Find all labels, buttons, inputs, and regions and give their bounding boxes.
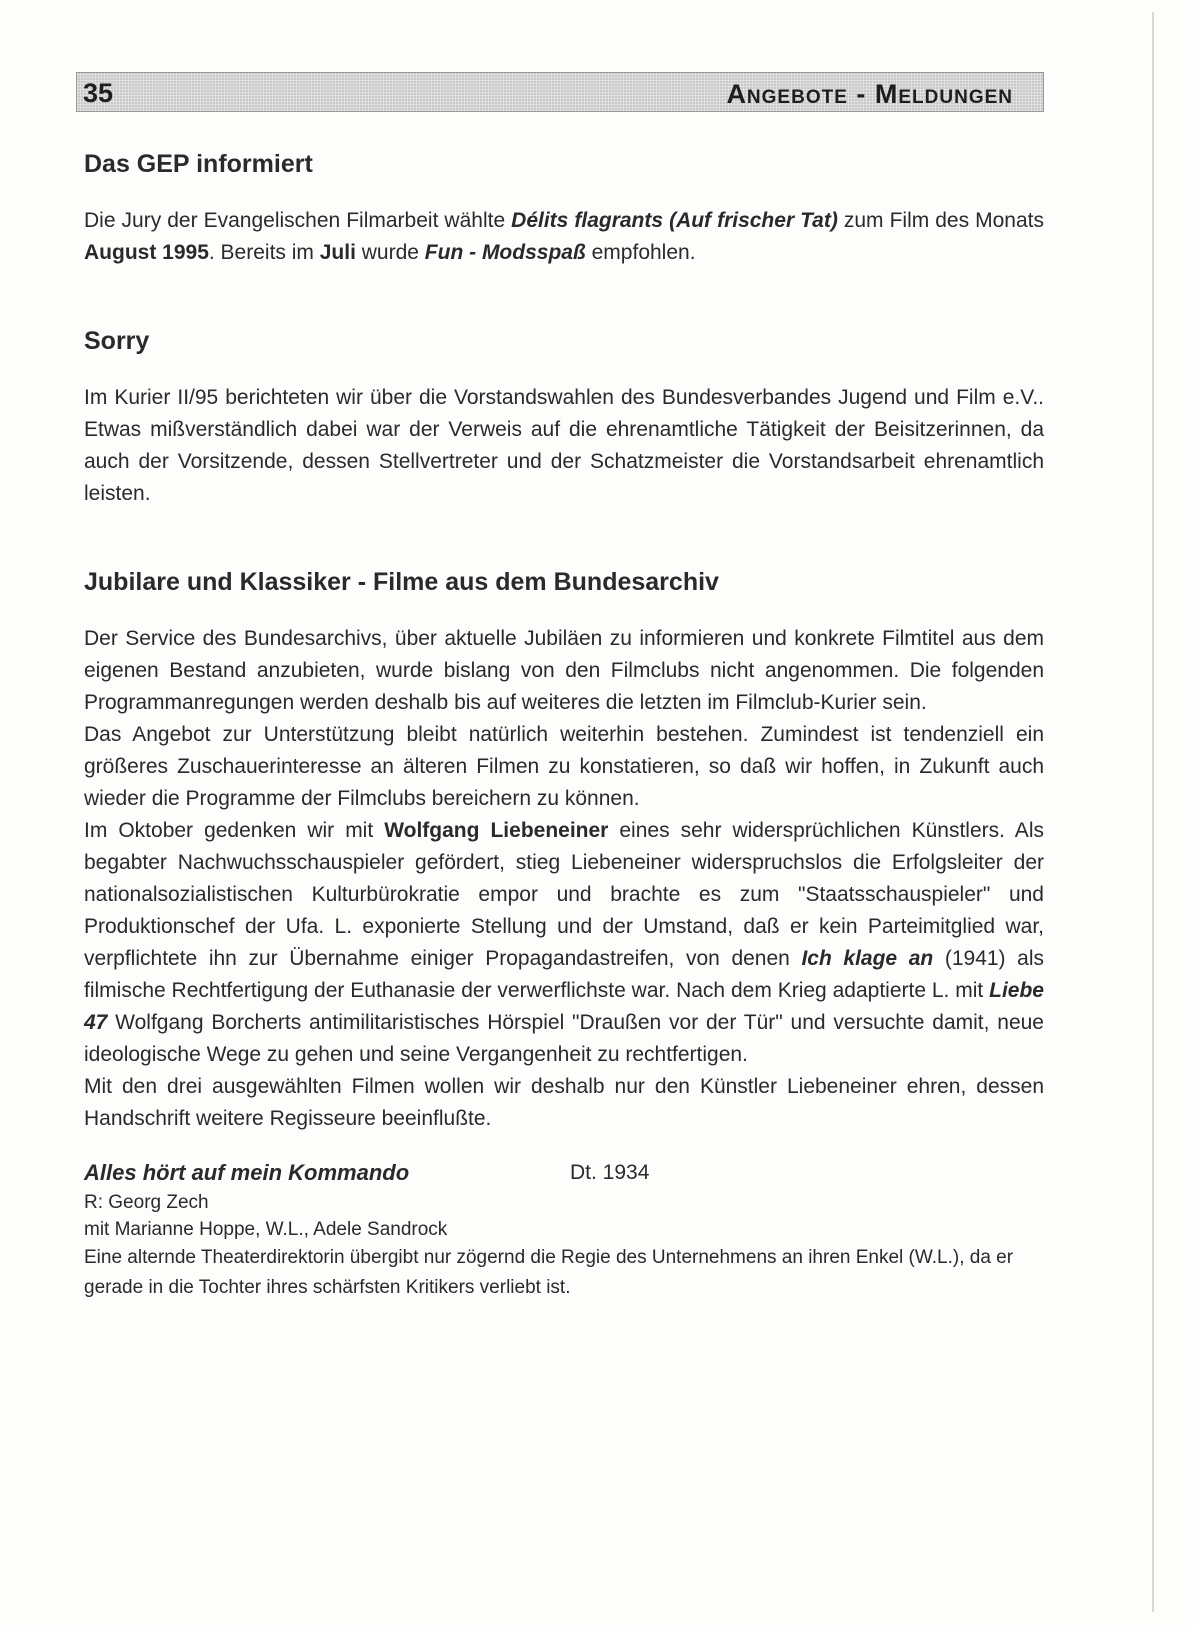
gep-text-4: wurde (355, 241, 425, 264)
section-title: Angebote - Meldungen (726, 79, 1013, 109)
page-number: 35 (83, 78, 114, 108)
sorry-heading: Sorry (84, 327, 150, 355)
jubilare-paragraph-4: Mit den drei ausgewählten Filmen wollen wir deshalb nur den Künstler Liebeneiner ehren, dessen Handschrift weitere Regisseure beeinflußte. (84, 1075, 1044, 1130)
film-of-month: August 1995 (84, 241, 209, 264)
film-entry (84, 1157, 1044, 1303)
jubilare-text-d: Wolfgang Borcherts antimilitaristisches Hörspiel "Draußen vor der Tür" und versuchte damit, neue ideologische Wege zu gehen und seine Vergangenheit zu rechtfertigen. (84, 1011, 1044, 1066)
gep-heading: Das GEP informiert (84, 150, 313, 178)
gep-paragraph (84, 205, 1044, 269)
film-entry-title: Alles hört auf mein Kommando (84, 1160, 410, 1185)
page-edge-shadow (1152, 12, 1154, 1612)
month-juli: Juli (319, 241, 356, 264)
jubilare-paragraph-2: Das Angebot zur Unterstützung bleibt natürlich weiterhin bestehen. Zumindest ist tendenziell ein größeres Zuschauerinteresse an älteren Filmen zu konstatieren, so daß wir hoffen, in Zukunft auch wieder die Programme der Filmclubs bereichern zu können. (84, 723, 1044, 810)
jubilare-text-c: (1941) als filmische Rechtfertigung der Euthanasie der verwerflichste war. Nach dem Krieg adaptierte L. mit (84, 947, 1045, 1002)
name-liebeneiner: Wolfgang Liebeneiner (384, 819, 609, 842)
page-header-bar (76, 72, 1044, 112)
film-title-liebe-47: Liebe 47 (84, 979, 1044, 1034)
film-entry-meta: Dt. 1934 (570, 1161, 650, 1184)
sorry-paragraph: Im Kurier II/95 berichteten wir über die Vorstandswahlen des Bundesverbandes Jugend und Film e.V.. Etwas mißverständlich dabei war der Verweis auf die ehrenamtliche Tätigkeit der Beisitzerinnen, da auch der Vorsitzende, dessen Stellvertreter und der Schatzmeister die Vorstandsarbeit ehrenamtlich leisten. (84, 386, 1044, 505)
jubilare-heading: Jubilare und Klassiker - Filme aus dem Bundesarchiv (84, 568, 719, 596)
film-title-fun: Fun - Modsspaß (424, 241, 586, 264)
jubilare-text-a: Im Oktober gedenken wir mit (84, 819, 385, 842)
gep-text-2: zum Film des Monats (837, 209, 1044, 232)
film-entry-director: R: Georg Zech (84, 1192, 209, 1213)
film-title-ich-klage-an: Ich klage an (801, 947, 934, 970)
article-content (84, 150, 1044, 1303)
gep-text-3: . Bereits im (208, 241, 320, 264)
film-entry-cast: mit Marianne Hoppe, W.L., Adele Sandrock (84, 1219, 448, 1240)
film-title-delits: Délits flagrants (Auf frischer Tat) (511, 209, 838, 232)
gep-text-1: Die Jury der Evangelischen Filmarbeit wählte (84, 209, 512, 232)
jubilare-text-b: eines sehr widersprüchlichen Künstlers. Als begabter Nachwuchsschauspieler gefördert, stieg Liebeneiner widerspruchslos die Erfolgsleiter der nationalsozialistischen Kulturbürokratie empor und brachte es zum "Staatsschauspieler" und Produktionschef der Ufa. L. exponierte Stellung und der Umstand, daß er kein Parteimitglied war, verpflichtete ihn zur Übernahme einiger Propagandastreifen, von denen (84, 819, 1044, 970)
jubilare-paragraph-1: Der Service des Bundesarchivs, über aktuelle Jubiläen zu informieren und konkrete Filmtitel aus dem eigenen Bestand anzubieten, wurde bislang von den Filmclubs nicht angenommen. Die folgenden Programmanregungen werden deshalb bis auf weiteres die letzten im Filmclub-Kurier sein. (84, 627, 1044, 714)
gep-text-5: empfohlen. (585, 241, 696, 264)
film-entry-description: Eine alternde Theaterdirektorin übergibt nur zögernd die Regie des Unternehmens an ihren Enkel (W.L.), da er gerade in die Tochter ihres schärfsten Kritikers verliebt ist. (84, 1247, 1014, 1298)
jubilare-paragraph-3 (84, 815, 1044, 1071)
